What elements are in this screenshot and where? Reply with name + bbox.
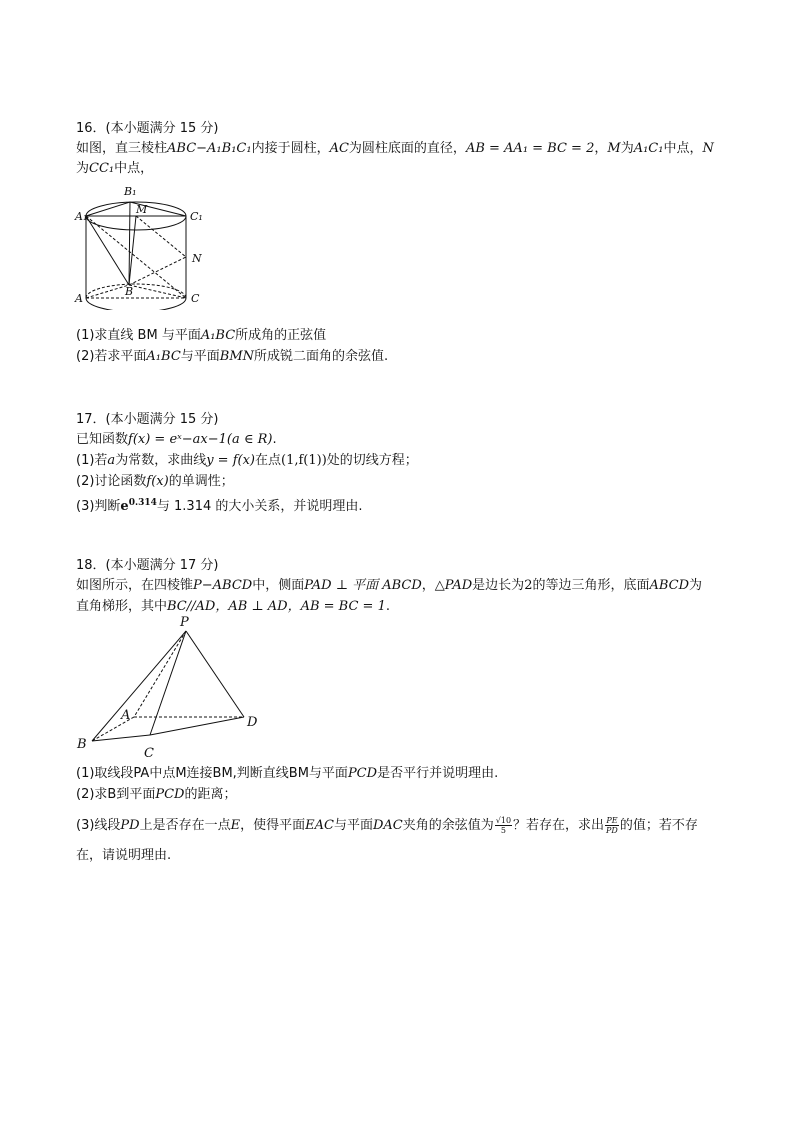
q17-part3: (3)判断$e^{0.314}$与 1.314 的大小关系，并说明理由. [76,498,363,514]
q16-statement-line2: 为CC₁中点， [76,161,154,176]
fraction-pe-over-pd: $\frac{PE}{PD}$ [606,816,618,835]
label-d: D [247,715,258,730]
segment-bn [129,257,186,285]
label-a1: A₁ [75,210,88,223]
q17-part2: (2)讨论函数f(x)的单调性； [76,474,234,489]
edge-cd [150,717,244,735]
q16-part1: (1)求直线 BM 与平面A₁BC所成角的正弦值 [76,328,327,343]
q18-header: 18．(本小题满分 17 分) [76,558,219,573]
edge-pd [186,631,244,717]
q16-statement-line1: 如图，直三棱柱ABC−A₁B₁C₁内接于圆柱，AC为圆柱底面的直径，AB = AA₁ = BC = 2，M为A₁C₁中点，N [76,141,714,156]
label-a: A [75,292,83,305]
q17-part1: (1)若a为常数，求曲线y = f(x)在点(1,f(1))处的切线方程； [76,453,418,468]
label-b: B [77,737,87,752]
label-m: M [136,203,148,216]
label-b: B [125,285,134,298]
q16-part2: (2)若求平面A₁BC与平面BMN所成锐二面角的余弦值. [76,349,389,364]
label-n: N [192,252,202,265]
edge-bc [129,285,186,298]
segment-a1b [86,216,129,285]
q16-cylinder-figure [72,180,222,310]
q18-statement-line1: 如图所示，在四棱锥P−ABCD中，侧面PAD ⊥ 平面 ABCD，△PAD是边长为2的等边三角形，底面ABCD为 [76,578,703,593]
q17-header: 17．(本小题满分 15 分) [76,412,219,427]
q18-part3-line2: 在，请说明理由. [76,848,172,863]
edge-pb [92,631,186,741]
q18-pyramid-figure [72,613,272,763]
q18-part3: (3)线段PD上是否存在一点E，使得平面EAC与平面DAC夹角的余弦值为 $\frac{√10}{5}$ ？若存在，求出 $\frac{PE}{PD}$ 的值；若不存 [76,816,698,835]
label-c1: C₁ [190,210,203,223]
segment-a1c [86,216,186,298]
label-c: C [144,746,154,761]
label-c: C [191,292,200,305]
segment-mn [136,216,186,257]
label-p: P [180,615,189,630]
q18-part2: (2)求B到平面PCD的距离； [76,787,237,802]
fraction-root10-over-5: $\frac{√10}{5}$ [495,816,512,835]
q16-header: 16．(本小题满分 15 分) [76,121,219,136]
cylinder-bottom-front [86,298,186,310]
label-b1: B₁ [124,185,137,198]
edge-bc [92,735,150,741]
edge-pc [150,631,186,735]
q18-statement-line2: 直角梯形，其中BC//AD，AB ⊥ AD，AB = BC = 1. [76,599,390,614]
q17-statement: 已知函数f(x) = eˣ−ax−1(a ∈ R). [76,432,277,447]
q18-part1: (1)取线段PA中点M连接BM,判断直线BM与平面PCD是否平行并说明理由. [76,766,499,781]
label-a: A [121,708,131,723]
edge-pa [134,631,186,717]
